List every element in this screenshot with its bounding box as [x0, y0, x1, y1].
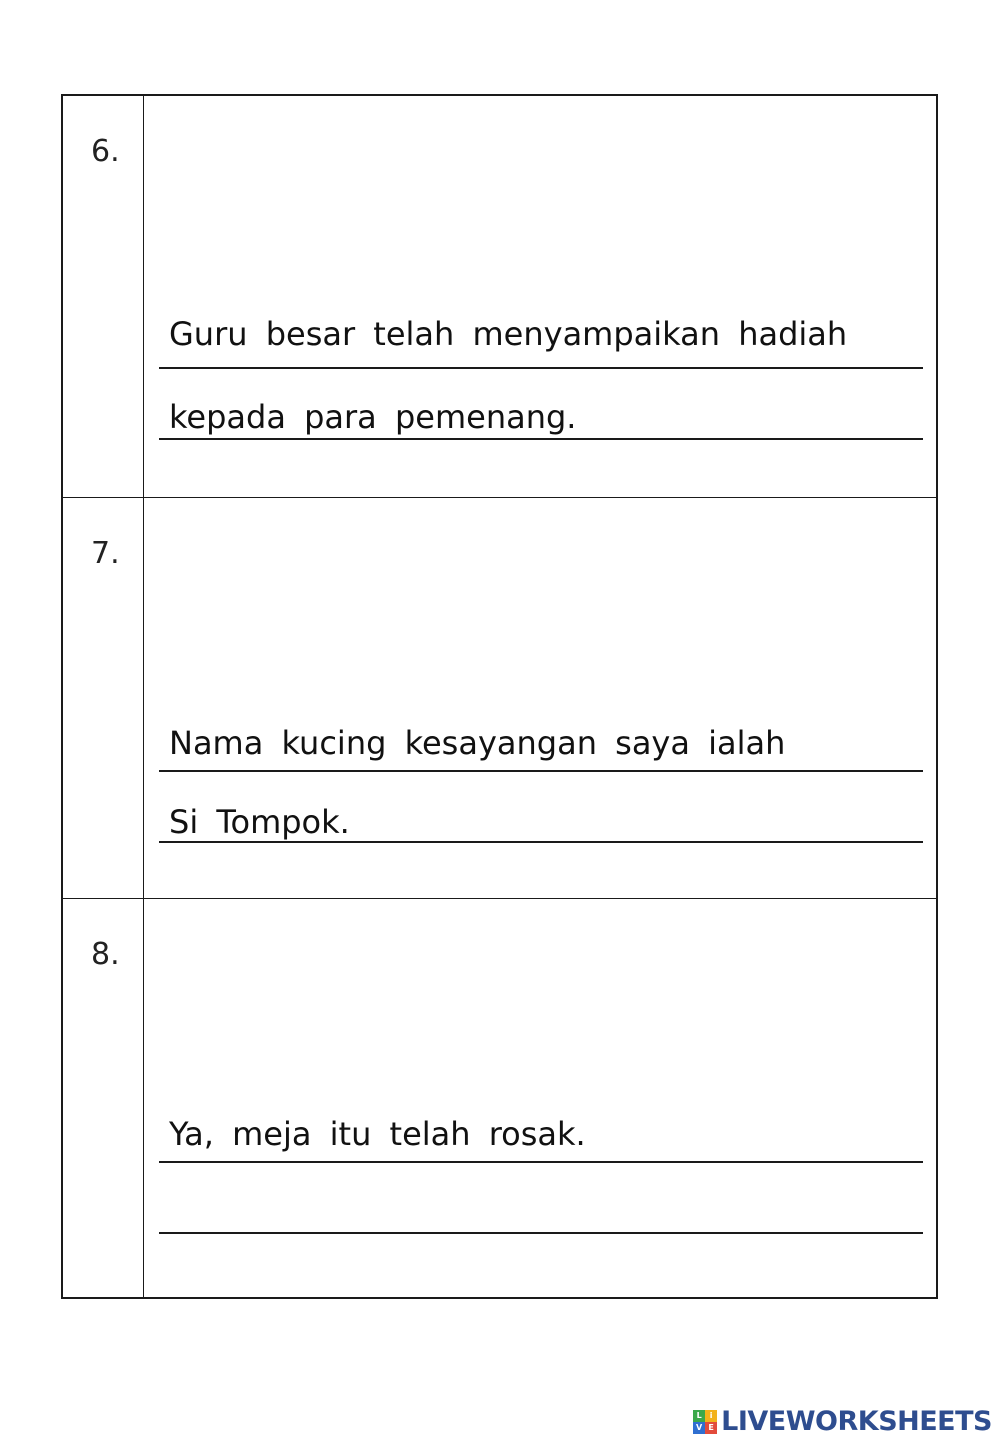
logo-letter: i [705, 1410, 717, 1422]
answer-line-1 [159, 770, 923, 772]
question-row-8 [63, 898, 936, 1299]
question-number: 6. [91, 134, 120, 169]
question-number: 8. [91, 937, 120, 972]
number-cell [63, 498, 144, 898]
answer-line-1 [159, 1161, 923, 1163]
answer-text-line-1[interactable]: Nama kucing kesayangan saya ialah [169, 724, 786, 762]
answer-line-2 [159, 438, 923, 440]
liveworksheets-watermark [693, 1406, 992, 1437]
number-cell [63, 96, 144, 497]
brand-name: LIVEWORKSHEETS [721, 1406, 992, 1437]
answer-line-1 [159, 367, 923, 369]
question-row-7 [63, 497, 936, 898]
answer-text-line-2[interactable]: kepada para pemenang. [169, 398, 577, 436]
worksheet-table [61, 94, 938, 1299]
answer-line-2 [159, 841, 923, 843]
question-number: 7. [91, 536, 120, 571]
logo-letter: V [693, 1422, 705, 1434]
number-cell [63, 899, 144, 1299]
answer-line-2 [159, 1232, 923, 1234]
liveworksheets-logo-icon [693, 1410, 717, 1434]
question-row-6 [63, 96, 936, 497]
logo-letter: E [705, 1422, 717, 1434]
answer-text-line-1[interactable]: Ya, meja itu telah rosak. [169, 1115, 586, 1153]
answer-text-line-1[interactable]: Guru besar telah menyampaikan hadiah [169, 315, 848, 353]
answer-text-line-2[interactable]: Si Tompok. [169, 803, 350, 841]
logo-letter: L [693, 1410, 705, 1422]
